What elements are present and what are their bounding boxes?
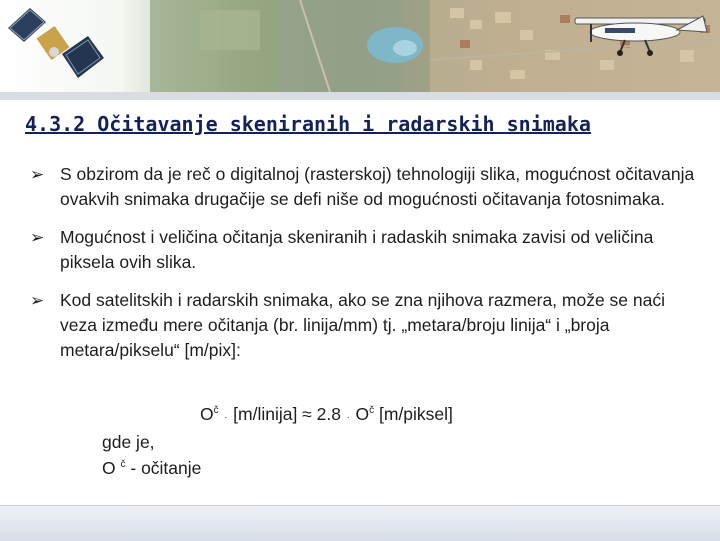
bullet-item [30, 288, 700, 363]
formula-unit: [m/linija] ≈ 2.8 [233, 404, 341, 424]
formula-sup: č [213, 405, 219, 417]
formula [200, 404, 453, 425]
arrow-bullet-icon: ➢ [30, 291, 45, 310]
bullet-text: S obzirom da je reč o digitalnoj (rasterskoj) tehnologiji slika, mogućnost očitavanja ovakvih snimaka drugačije se defi niše od mogućnosti očitavanja fotosnimaka. [60, 164, 695, 209]
arrow-bullet-icon: ➢ [30, 165, 45, 184]
slide-title: 4.3.2 Očitavanje skeniranih i radarskih snimaka [25, 112, 591, 136]
formula-dot: . [346, 410, 350, 421]
legend-sup: č [120, 459, 126, 471]
formula-o: O [355, 404, 370, 424]
legend-o: O [102, 458, 116, 478]
formula-unit: [m/piksel] [379, 404, 453, 424]
bullet-text: Mogućnost i veličina očitanja skeniranih i radaskih snimaka zavisi od veličina piksela ovih slika. [60, 227, 654, 272]
formula-sup: č [369, 405, 375, 417]
satellite-icon [0, 0, 110, 92]
bullet-item [30, 225, 700, 275]
formula-dot: . [224, 410, 228, 421]
header-banner [0, 0, 720, 92]
arrow-bullet-icon: ➢ [30, 228, 45, 247]
legend-line [102, 458, 201, 479]
formula-o: O [200, 404, 214, 424]
legend-text: - očitanje [130, 458, 202, 478]
header-divider [0, 92, 720, 100]
bullet-item [30, 162, 700, 212]
where-label: gde je, [102, 432, 155, 452]
airplane-icon [565, 2, 715, 62]
bullet-list [30, 162, 700, 376]
footer-bar [0, 505, 720, 541]
bullet-text: Kod satelitskih i radarskih snimaka, ako se zna njihova razmera, može se naći veza između mere očitanja (br. linija/mm) tj. „metara/broju linija“ i „broja metara/pikselu“ [m/pix]: [60, 290, 665, 360]
